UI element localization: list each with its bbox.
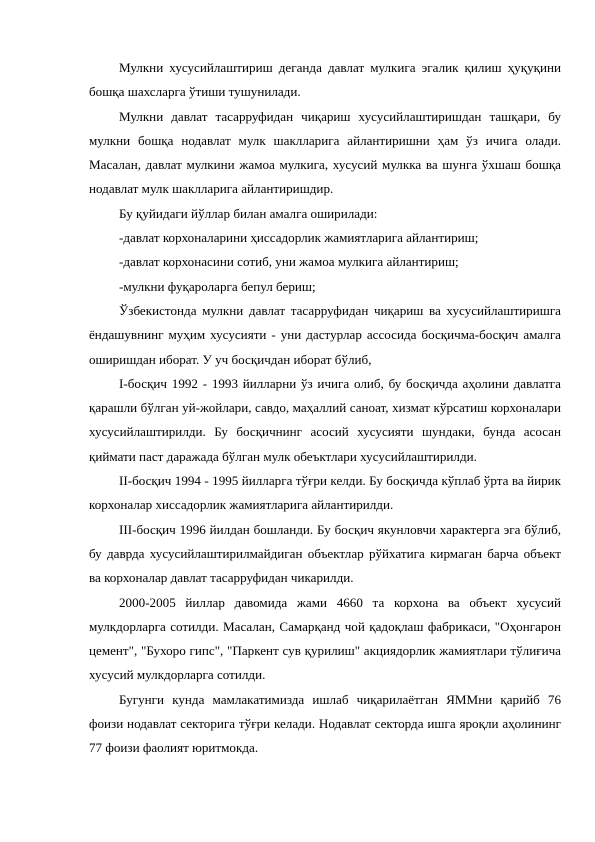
paragraph-today: Бугунги кунда мамлакатимизда ишлаб чиқарилаётган ЯММни қарийб 76 фоизи нодавлат секторига тўғри келади. Нодавлат секторда ишга яроқли аҳолининг 77 фоизи фаолият юритмокда. [89,691,561,756]
document-body [89,56,561,761]
list-item-collective: -давлат корхонасини сотиб, уни жамоа мулкига айлантириш; [119,254,459,270]
paragraph-uzbekistan-approach: Ўзбекистонда мулкни давлат тасарруфидан чиқариш ва хусусийлаштиришга ёндашувнинг муҳим хусусияти - уни дастурлар ассосида босқичма-босқич амалга оширишдан иборат. У уч босқичдан иборат бўлиб, [89,302,561,367]
paragraph-stage-3: III-босқич 1996 йилдан бошланди. Бу босқич якунловчи характерга эга бўлиб, бу даврда хусусийлаштирилмайдиган объектлар рўйхатига кирмаган барча объект ва корхоналар давлат тасарруфидан чикарилди. [89,521,561,586]
paragraph-methods-intro: Бу қуйидаги йўллар билан амалга оширилади: [119,205,378,221]
paragraph-2000-2005: 2000-2005 йиллар давомида жами 4660 та корхона ва объект хусусий мулкдорларга сотилди. Масалан, Самарқанд чой қадоқлаш фабрикаси, "Оҳонгарон цемент", "Бухоро гипс", "Паркент сув қурилиш" акциядорлик жамиятлари тўлиғича хусусий мулкдорларга сотилди. [89,594,561,683]
paragraph-privatization-definition: Мулкни хусусийлаштириш деганда давлат мулкига эгалик қилиш ҳуқуқини бошқа шахсларга ўтиши тушунилади. [89,60,561,100]
paragraph-stage-1: I-босқич 1992 - 1993 йилларни ўз ичига олиб, бу босқичда аҳолини давлатга қарашли бўлган уй-жойлари, савдо, маҳаллий саноат, хизмат кўрсатиш корхоналари хусусийлаштирилди. Бу босқичнинг асосий хусусияти шундаки, бунда асосан қиймати паст даражада бўлган мулк обеъктлари хусусийлаштирилди. [89,375,561,464]
list-item-joint-stock: -давлат корхоналарини ҳиссадорлик жамиятларига айлантириш; [119,230,479,246]
paragraph-denationalization: Мулкни давлат тасарруфидан чиқариш хусусийлаштиришдан ташқари, бу мулкни бошқа нодавлат мулк шаклларига айлантиришни ҳам ўз ичига олади. Масалан, давлат мулкини жамоа мулкига, хусусий мулкка ва шунга ўхшаш бошқа нодавлат мулк шаклларига айлантиришдир. [89,108,561,197]
paragraph-stage-2: II-босқич 1994 - 1995 йилларга тўғри келди. Бу босқичда кўплаб ўрта ва йирик корхоналар хиссадорлик жамиятларига айлантирилди. [89,473,561,513]
list-item-free-transfer: -мулкни фуқароларга бепул бериш; [119,278,316,294]
